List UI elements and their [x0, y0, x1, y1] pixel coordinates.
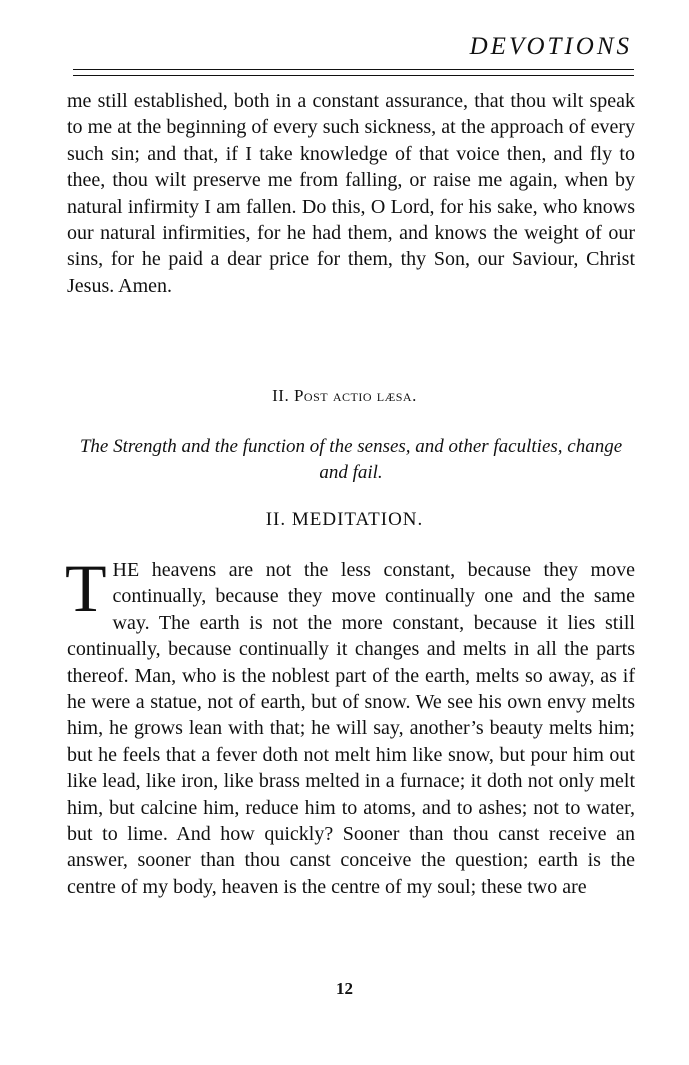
header-rule-bottom: [73, 75, 634, 76]
section-latin-title: Post actio læsa.: [293, 386, 417, 405]
header-rule-top: [73, 69, 634, 70]
page-number: 12: [336, 979, 353, 998]
section-number: II.: [272, 386, 290, 405]
meditation-body: [65, 550, 635, 900]
prayer-text: me still established, both in a constant assurance, that thou wilt speak to me at the beginning of every such sickness, at the approach of every such sin; and that, if I take knowledge of that voice then, and fly to thee, thou wilt preserve me from falling, or raise me again, when by natural infirmity I am fallen. Do this, O Lord, for his sake, who knows our natural infirmities, for he had them, and knows the weight of our sins, for he paid a dear price for them, thy Son, our Saviour, Christ Jesus. Amen.: [67, 90, 635, 297]
section-heading: [0, 386, 689, 406]
section-subtitle: The Strength and the function of the senses, and other faculties, change and fail.: [79, 436, 623, 483]
meditation-text: HE heavens are not the less constant, because they move continually, because they move continually one and the same way. The earth is not the more constant, because it lies still continually, because continually it changes and melts in all the parts thereof. Man, who is the noblest part of the earth, melts so away, as if he were a statue, not of earth, but of snow. We see his own envy melts him, he grows lean with that; he will say, another’s beauty melts him; but he feels that a fever doth not melt him like snow, but pour him out like lead, like iron, like brass melted in a furnace; it doth not only melt him, but calcine him, reduce him to atoms, and to ashes; not to water, but to lime. And how quickly? Sooner than thou canst receive an answer, sooner than thou canst conceive the question; earth is the centre of my body, heaven is the centre of my soul; these two are: [67, 559, 635, 898]
meditation-heading: II. MEDITATION.: [265, 509, 424, 530]
running-header: DEVOTIONS: [469, 33, 632, 60]
drop-cap: T: [65, 550, 107, 626]
prayer-paragraph: [67, 88, 635, 299]
meditation-paragraph: [65, 550, 635, 900]
